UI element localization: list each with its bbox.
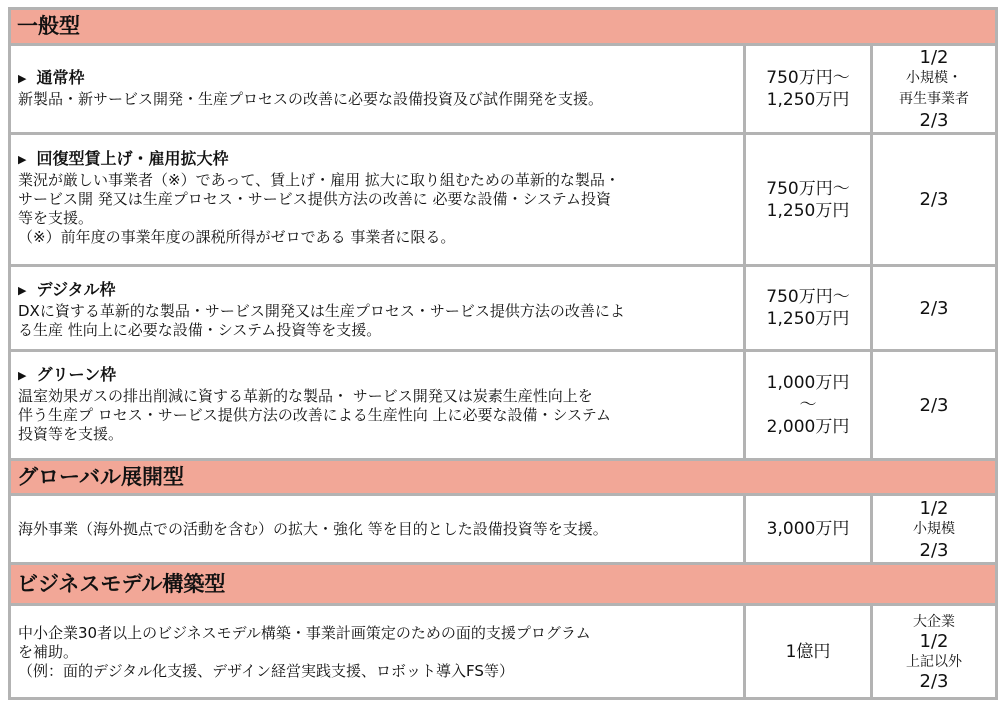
table-row-green [11, 352, 995, 458]
row-title: ▶ デジタル枠 [18, 280, 116, 299]
table-row-business-model [11, 606, 995, 697]
amount-line: 750万円～ [766, 68, 850, 88]
description-cell [11, 46, 743, 132]
table-row-global [11, 496, 995, 562]
description-line: サービス開 発又は生産プロセス・サービス提供方法の改善に 必要な設備・システム投資 [18, 190, 612, 208]
amount-line: 1,250万円 [766, 90, 850, 110]
description-line: （※）前年度の事業年度の課税所得がゼロである 事業者に限る。 [18, 228, 456, 246]
row-title: ▶ 通常枠 [18, 68, 85, 87]
amount-cell [746, 46, 870, 132]
section-header-general: 一般型 [11, 10, 995, 43]
amount-line: 3,000万円 [766, 519, 850, 539]
amount-line: 2,000万円 [766, 417, 850, 437]
rate-cell [873, 606, 995, 697]
description-line: 投資等を支援。 [18, 425, 124, 443]
table-row-tsujo [11, 46, 995, 132]
section-header-business-model: ビジネスモデル構築型 [11, 565, 995, 603]
amount-line: 750万円～ [766, 287, 850, 307]
description-line: 業況が厳しい事業者（※）であって、賃上げ・雇用 拡大に取り組むための革新的な製品・ [18, 171, 620, 189]
section-header-global: グローバル展開型 [11, 461, 995, 493]
amount-line: 1,250万円 [766, 200, 850, 221]
amount-line: 750万円～ [766, 178, 850, 199]
rate-line: 大企業 [913, 613, 955, 630]
description-line: を補助。 [18, 643, 79, 661]
amount-line: 1,250万円 [766, 309, 850, 329]
triangle-right-icon: ▶ [18, 153, 27, 166]
rate-line: 2/3 [919, 394, 949, 416]
description-line: （例：面的デジタル化支援、デザイン経営実践支援、ロボット導入FS等） [18, 662, 514, 680]
description-cell [11, 606, 743, 697]
rate-line: 1/2 [919, 497, 949, 519]
rate-line: 上記以外 [906, 653, 962, 670]
description-line: DXに資する革新的な製品・サービス開発又は生産プロセス・サービス提供方法の改善によ [18, 302, 625, 320]
rate-cell [873, 267, 995, 349]
description-line: 等を支援。 [18, 209, 94, 227]
description-cell [11, 135, 743, 264]
description-cell [11, 496, 743, 562]
rate-cell [873, 135, 995, 264]
triangle-right-icon: ▶ [18, 284, 27, 297]
amount-line: 1億円 [785, 641, 831, 662]
rate-line: 小規模 [913, 520, 955, 537]
rate-cell [873, 46, 995, 132]
description-cell [11, 267, 743, 349]
table-row-kaifuku [11, 135, 995, 264]
rate-line: 2/3 [919, 539, 949, 561]
rate-line: 2/3 [919, 110, 949, 131]
description-line: 海外事業（海外拠点での活動を含む）の拡大・強化 等を目的とした設備投資等を支援。 [18, 519, 608, 538]
amount-cell [746, 352, 870, 458]
rate-line: 小規模・ [906, 70, 962, 86]
description-line: 中小企業30者以上のビジネスモデル構築・事業計画策定のための面的支援プログラム [18, 624, 591, 642]
rate-line: 2/3 [919, 670, 949, 692]
amount-cell [746, 135, 870, 264]
description-line: 新製品・新サービス開発・生産プロセスの改善に必要な設備投資及び試作開発を支援。 [18, 90, 604, 108]
rate-line: 再生事業者 [899, 91, 969, 107]
rate-line: 1/2 [919, 47, 949, 68]
table-row-digital [11, 267, 995, 349]
description-line: る生産 性向上に必要な設備・システム投資等を支援。 [18, 321, 382, 339]
triangle-right-icon: ▶ [18, 369, 27, 382]
rate-cell [873, 496, 995, 562]
description-line: 伴う生産プ ロセス・サービス提供方法の改善による生産性向 上に必要な設備・システム [18, 406, 612, 424]
rate-line: 1/2 [919, 630, 949, 652]
description-cell [11, 352, 743, 458]
row-title: ▶ グリーン枠 [18, 365, 117, 384]
rate-line: 2/3 [919, 297, 949, 319]
amount-line: 1,000万円 [766, 373, 850, 393]
amount-cell [746, 496, 870, 562]
amount-cell [746, 267, 870, 349]
triangle-right-icon: ▶ [18, 72, 27, 85]
description-line: 温室効果ガスの排出削減に資する革新的な製品・ サービス開発又は炭素生産性向上を [18, 387, 593, 405]
rate-cell [873, 352, 995, 458]
amount-cell [746, 606, 870, 697]
subsidy-table [8, 7, 998, 700]
amount-line: ～ [799, 395, 817, 415]
row-title: ▶ 回復型賃上げ・雇用拡大枠 [18, 149, 229, 168]
rate-line: 2/3 [919, 189, 949, 210]
